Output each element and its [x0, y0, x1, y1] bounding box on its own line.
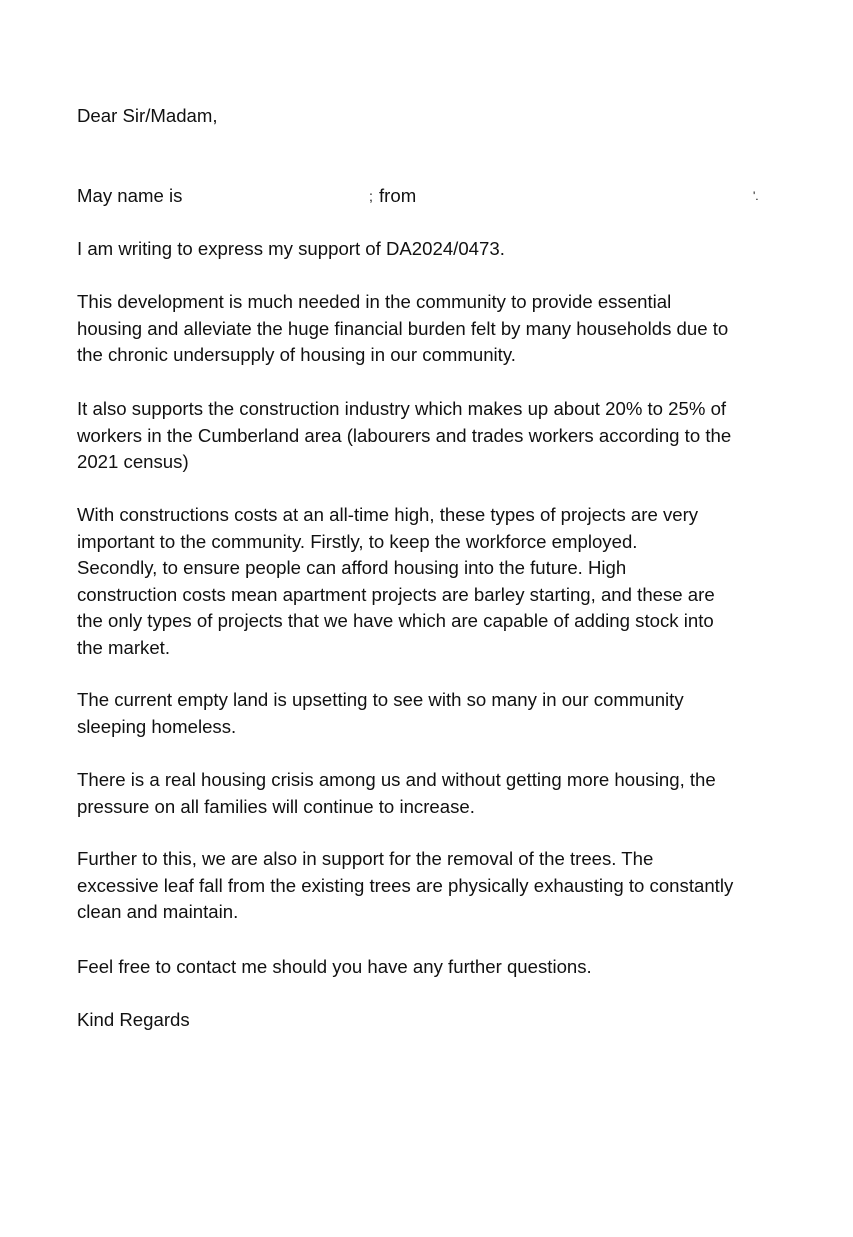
paragraph-housing-need [77, 289, 728, 369]
paragraph-line: There is a real housing crisis among us and without getting more housing, the [77, 769, 716, 790]
paragraph-line: excessive leaf fall from the existing trees are physically exhausting to constantly [77, 874, 734, 896]
intro-mark: ; [369, 188, 373, 204]
intro-prefix: May name is [77, 185, 183, 206]
contact-line: Feel free to contact me should you have any further questions. [77, 956, 592, 977]
paragraph-line: With constructions costs at an all-time high, these types of projects are very [77, 504, 699, 525]
paragraph-line: This development is much needed in the community to provide essential [77, 291, 672, 312]
paragraph-line: the chronic undersupply of housing in our community. [77, 344, 516, 365]
paragraph-line: 2021 census) [77, 451, 189, 472]
intro-end-mark: '. [753, 189, 759, 203]
paragraph-line: pressure on all families will continue to increase. [77, 795, 475, 817]
paragraph-tree-removal [77, 846, 733, 926]
paragraph-line: Further to this, we are also in support for the removal of the trees. The [77, 848, 654, 869]
paragraph-housing-crisis [77, 767, 716, 820]
paragraph-line: the only types of projects that we have which are capable of adding stock into [77, 610, 714, 631]
paragraph-construction-costs [77, 502, 715, 661]
paragraph-line: sleeping homeless. [77, 715, 237, 737]
paragraph-line: It also supports the construction industry which makes up about 20% to 25% of [77, 398, 727, 419]
paragraph-line: workers in the Cumberland area (labourers and trades workers according to the [77, 424, 732, 446]
support-statement: I am writing to express my support of DA2024/0473. [77, 238, 505, 259]
paragraph-line: Secondly, to ensure people can afford housing into the future. High [77, 557, 627, 578]
introduction-line [77, 183, 777, 210]
paragraph-line: the market. [77, 636, 171, 658]
closing: Kind Regards [77, 1009, 190, 1030]
paragraph-line: The current empty land is upsetting to see with so many in our community [77, 689, 684, 710]
paragraph-empty-land [77, 687, 684, 740]
paragraph-line: important to the community. Firstly, to keep the workforce employed. [77, 530, 638, 552]
paragraph-line: clean and maintain. [77, 901, 239, 922]
paragraph-line: housing and alleviate the huge financial burden felt by many households due to [77, 317, 729, 339]
intro-from: from [379, 185, 417, 206]
paragraph-line: construction costs mean apartment projects are barley starting, and these are [77, 583, 715, 605]
paragraph-construction-industry [77, 396, 731, 476]
salutation: Dear Sir/Madam, [77, 105, 218, 126]
